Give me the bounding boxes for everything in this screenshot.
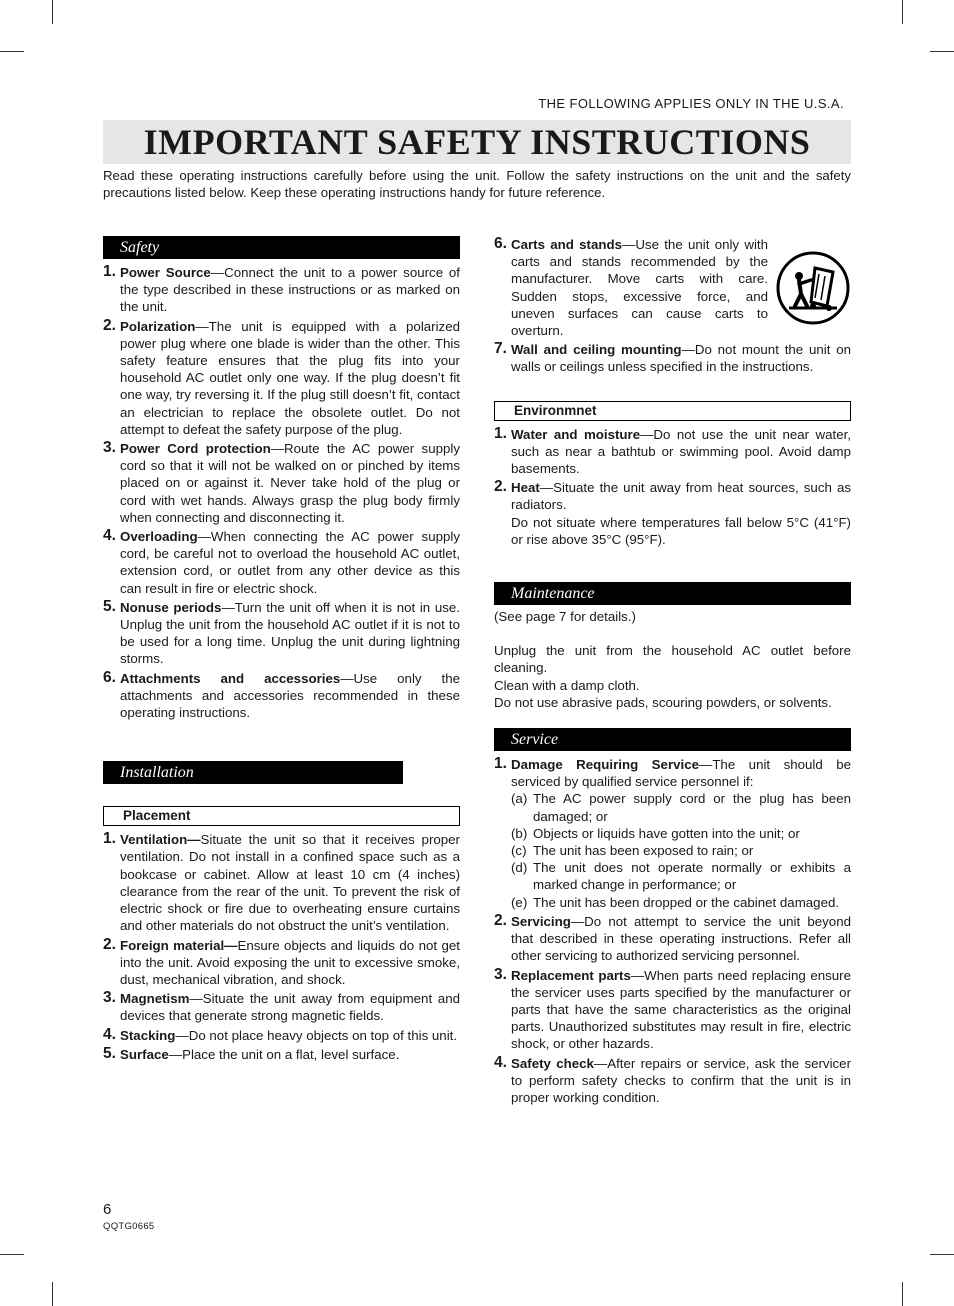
region-note: THE FOLLOWING APPLIES ONLY IN THE U.S.A. <box>538 96 844 111</box>
maintenance-body <box>494 608 851 711</box>
subheading-environment: Environmnet <box>494 401 851 421</box>
placement-list-continued <box>494 236 851 376</box>
list-item: 1. Power Source—Connect the unit to a power source of the type described in these instructions or as marked on the unit. <box>103 263 460 315</box>
maintenance-text: Unplug the unit from the household AC outlet before cleaning. <box>494 643 851 676</box>
section-heading-installation: Installation <box>103 761 403 784</box>
right-column <box>494 236 851 1108</box>
list-item: 4. Safety check—After repairs or service, ask the servicer to perform safety checks to confirm that the unit is in proper working condition. <box>494 1053 851 1105</box>
list-item: 4. Overloading—When connecting the AC power supply cord, be careful not to overload the household AC outlet, extension cord, or outlet from any other device as this can result in fire or electric shock. <box>103 527 460 596</box>
list-item: 3. Magnetism—Situate the unit away from equipment and devices that generate strong magnetic fields. <box>103 989 460 1024</box>
crop-mark <box>0 51 24 52</box>
list-item: 1. Water and moisture—Do not use the unit near water, such as near a bathtub or swimming pool. Avoid damp basements. <box>494 424 851 477</box>
crop-mark <box>902 1282 903 1306</box>
list-item: 1. Ventilation—Situate the unit so that it receives proper ventilation. Do not install in a confined space such as a bookcase or cabinet. Allow at least 10 cm (4 inches) clearance from the rear of the unit. To prevent the risk of electric shock or fire due to overheating ensure curtains and other materials do not obstruct the unit’s ventilation. <box>103 830 460 934</box>
section-heading-service: Service <box>494 728 851 751</box>
crop-mark <box>902 0 903 24</box>
section-heading-safety: Safety <box>103 236 460 259</box>
subheading-placement: Placement <box>103 806 460 826</box>
list-item: 6. Carts and stands—Use the unit only with carts and stands recommended by the manufacturer. Move carts with care. Sudden stops, excessive force, and uneven surfaces can cause carts to overturn. <box>494 235 768 339</box>
sub-item: (c) The unit has been exposed to rain; or <box>511 843 754 859</box>
carts-block <box>494 236 851 376</box>
sub-item: (a) The AC power supply cord or the plug has been damaged; or <box>511 791 851 824</box>
page-title: IMPORTANT SAFETY INSTRUCTIONS <box>143 122 811 162</box>
page-number: 6 <box>103 1201 112 1218</box>
service-conditions <box>511 790 851 910</box>
list-item: 5. Surface—Place the unit on a flat, level surface. <box>103 1044 400 1062</box>
crop-mark <box>52 0 53 24</box>
list-item: 6. Attachments and accessories—Use only the attachments and accessories recommended in these operating instructions. <box>103 668 460 721</box>
sub-item: (e) The unit has been dropped or the cabinet damaged. <box>511 894 840 910</box>
list-item: 2. Polarization—The unit is equipped with a polarized power plug where one blade is wider than the other. This safety feature ensures that the plug fits into your household AC outlet only one way. If the plug doesn’t fit one way, try reversing it. If the plug still doesn’t fit, contact an electrician to replace the obsolete outlet. Do not attempt to defeat the safety purpose of the plug. <box>103 316 460 437</box>
maintenance-see-page: (See page 7 for details.) <box>494 609 636 625</box>
list-item: 1. Damage Requiring Service—The unit should be serviced by qualified service personnel if: (a) The AC power supply cord or the plug has been damaged; or (b) Objects or liquids have gotten into the unit; or (c) The unit has been exposed to rain; or (d) The unit does not operate normally or exhibits a marked change in performance; or (e) The unit has been dropped or the cabinet damaged. <box>494 755 851 910</box>
list-item: 2. Servicing—Do not attempt to service the unit beyond that described in these operating instructions. Refer all other servicing to authorized servicing personnel. <box>494 911 851 964</box>
list-item: 2. Heat—Situate the unit away from heat sources, such as radiators. Do not situate where temperatures fall below 5°C (41°F) or rise above 35°C (95°F). <box>494 478 851 547</box>
section-heading-maintenance: Maintenance <box>494 582 851 605</box>
list-item: 2. Foreign material—Ensure objects and liquids do not get into the unit. Avoid exposing the unit to excessive smoke, dust, mechanical vibration, and shock. <box>103 935 460 987</box>
environment-list <box>494 426 851 548</box>
crop-mark <box>0 1254 24 1255</box>
sub-item: (b) Objects or liquids have gotten into the unit; or <box>511 825 800 841</box>
crop-mark <box>930 51 954 52</box>
list-item: 4. Stacking—Do not place heavy objects on top of this unit. <box>103 1025 458 1043</box>
crop-mark <box>930 1254 954 1255</box>
title-band <box>103 120 851 164</box>
document-code: QQTG0665 <box>103 1221 155 1232</box>
intro-paragraph: Read these operating instructions carefully before using the unit. Follow the safety instructions on the unit and the safety precautions listed below. Keep these operating instructions handy for future reference. <box>103 168 851 200</box>
placement-list <box>103 831 460 1063</box>
service-list <box>494 756 851 1106</box>
safety-list <box>103 264 460 721</box>
crop-mark <box>52 1282 53 1306</box>
list-item: 5. Nonuse periods—Turn the unit off when it is not in use. Unplug the unit from the household AC outlet if it is not to be used for a long time. Unplug the unit during lightning storms. <box>103 597 460 667</box>
list-item: 3. Replacement parts—When parts need replacing ensure the servicer uses parts specified by the manufacturer or parts that have the same characteristics as the original parts. Unauthorized substitutes may result in fire, electric shock, or other hazards. <box>494 965 851 1052</box>
left-column <box>103 236 460 1065</box>
maintenance-text: Clean with a damp cloth. <box>494 677 640 693</box>
list-item: 7. Wall and ceiling mounting—Do not mount the unit on walls or ceilings unless specified in the instructions. <box>494 340 851 375</box>
sub-item: (d) The unit does not operate normally or exhibits a marked change in performance; or <box>511 860 851 893</box>
maintenance-text: Do not use abrasive pads, scouring powders, or solvents. <box>494 694 832 710</box>
list-item: 3. Power Cord protection—Route the AC power supply cord so that it will not be walked on or pinched by items placed on or against it. Never take hold of the plug or cord with wet hands. Always grasp the plug body firmly when connecting and disconnecting it. <box>103 439 460 525</box>
